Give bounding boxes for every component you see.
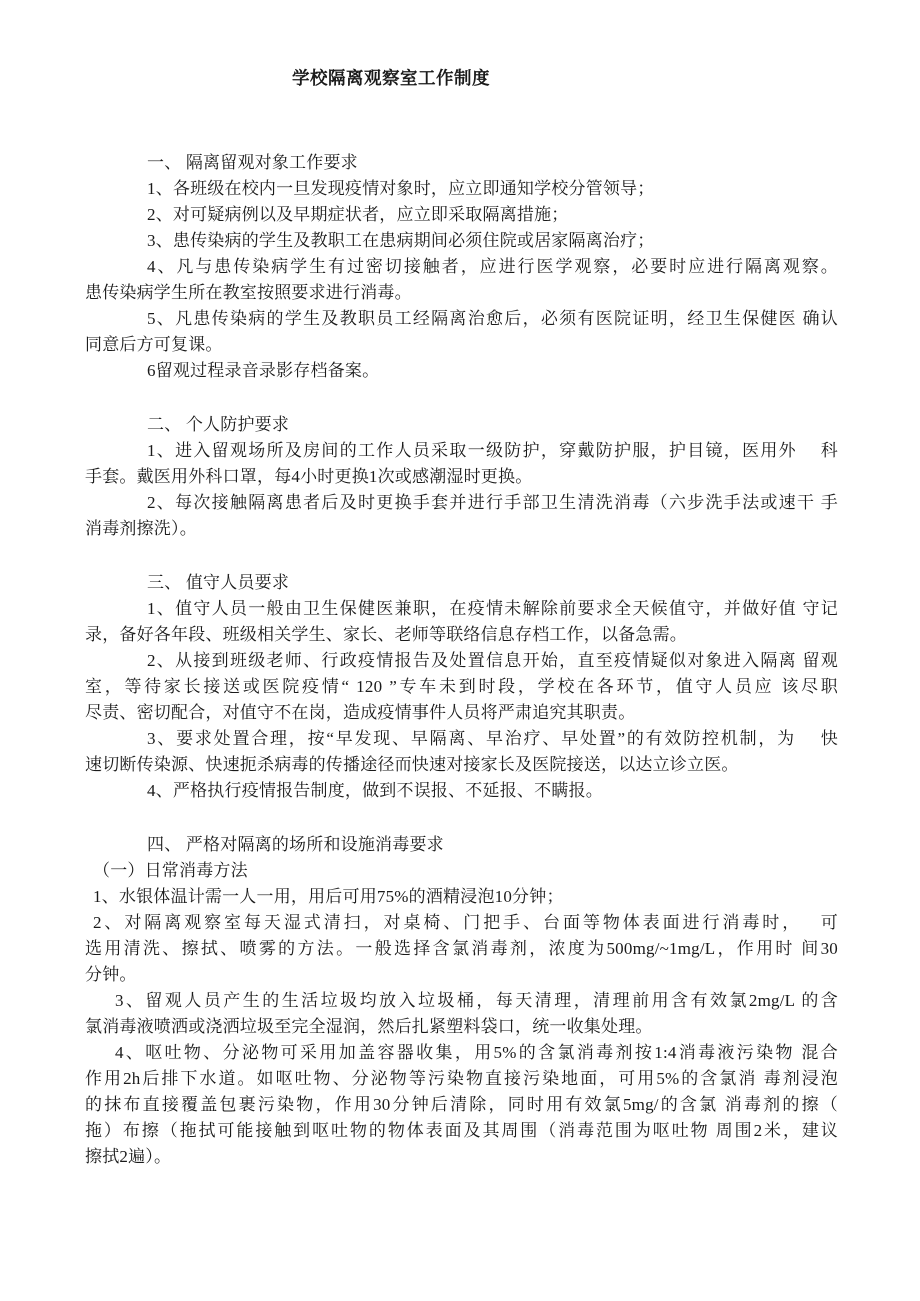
text-line: 室，等待家长接送或医院疫情“ 120 ”专车未到时段，学校在各环节，值守人员应 该尽职 xyxy=(85,677,838,696)
section-3-duty-personnel xyxy=(85,570,838,804)
text-line: 四、 严格对隔离的场所和设施消毒要求 xyxy=(147,835,444,854)
text-line: 患传染病学生所在教室按照要求进行消毒。 xyxy=(85,283,412,302)
text-line: 3、患传染病的学生及教职工在患病期间必须住院或居家隔离治疗； xyxy=(147,231,655,250)
section-1-isolation-observation-targets xyxy=(85,150,838,384)
text-line: 拖）布擦（拖拭可能接触到呕吐物的物体表面及其周围（消毒范围为呕吐物 周围2米，建议 xyxy=(85,1121,838,1140)
document-body xyxy=(85,150,838,1170)
text-line: 一、 隔离留观对象工作要求 xyxy=(147,153,358,172)
text-line: 三、 值守人员要求 xyxy=(147,573,290,592)
text-line: 作用2h后排下水道。如呕吐物、分泌物等污染物直接污染地面，可用5%的含氯消 毒剂浸泡 xyxy=(85,1069,838,1088)
text-line: 3、要求处置合理，按“早发现、早隔离、早治疗、早处置”的有效防控机制，为 快 xyxy=(147,729,838,748)
section-4-disinfection-requirements xyxy=(85,832,838,1170)
text-line: 速切断传染源、快速扼杀病毒的传播途径而快速对接家长及医院接送，以达立诊立医。 xyxy=(85,755,739,774)
text-line: 1、各班级在校内一旦发现疫情对象时，应立即通知学校分管领导； xyxy=(147,179,655,198)
text-line: 同意后方可复课。 xyxy=(85,335,223,354)
text-line: 氯消毒液喷洒或浇洒垃圾至完全湿润，然后扎紧塑料袋口，统一收集处理。 xyxy=(85,1017,653,1036)
text-line: 4、严格执行疫情报告制度，做到不误报、不延报、不瞒报。 xyxy=(147,781,603,800)
text-line: 二、 个人防护要求 xyxy=(147,415,290,434)
text-line: 4、呕吐物、分泌物可采用加盖容器收集，用5%的含氯消毒剂按1:4消毒液污染物 混合 xyxy=(115,1043,838,1062)
text-line: 的抹布直接覆盖包裹污染物，作用30分钟后清除，同时用有效氯5mg/的含氯 消毒剂的擦（ xyxy=(85,1095,838,1114)
text-line: 擦拭2遍）。 xyxy=(85,1147,172,1166)
text-line: 2、对隔离观察室每天湿式清扫，对桌椅、门把手、台面等物体表面进行消毒时， 可 xyxy=(93,913,838,932)
text-line: 4、凡与患传染病学生有过密切接触者，应进行医学观察，必要时应进行隔离观察。 xyxy=(147,257,838,276)
text-line: 2、对可疑病例以及早期症状者，应立即采取隔离措施； xyxy=(147,205,569,224)
section-2-personal-protection xyxy=(85,412,838,542)
text-line: 5、凡患传染病的学生及教职员工经隔离治愈后，必须有医院证明，经卫生保健医 确认 xyxy=(147,309,838,328)
text-line: 选用清洗、擦拭、喷雾的方法。一般选择含氯消毒剂，浓度为500mg/~1mg/L，作用时 间30 xyxy=(85,939,838,958)
text-line: 尽责、密切配合，对值守不在岗，造成疫情事件人员将严肃追究其职责。 xyxy=(85,703,636,722)
text-line: 手套。戴医用外科口罩，每4小时更换1次或感潮湿时更换。 xyxy=(85,467,533,486)
text-line: 2、从接到班级老师、行政疫情报告及处置信息开始，直至疫情疑似对象进入隔离 留观 xyxy=(147,651,838,670)
text-line: 1、进入留观场所及房间的工作人员采取一级防护，穿戴防护服，护目镜，医用外 科 xyxy=(147,441,838,460)
text-line: 6留观过程录音录影存档备案。 xyxy=(147,361,380,380)
text-line: 1、值守人员一般由卫生保健医兼职，在疫情未解除前要求全天候值守，并做好值 守记 xyxy=(147,599,838,618)
text-line: 分钟。 xyxy=(85,965,137,984)
text-line: 消毒剂擦洗）。 xyxy=(85,519,197,538)
text-line: 1、水银体温计需一人一用，用后可用75%的酒精浸泡10分钟； xyxy=(93,887,564,906)
text-line: （一）日常消毒方法 xyxy=(93,861,248,880)
text-line: 录，备好各年段、班级相关学生、家长、老师等联络信息存档工作，以备急需。 xyxy=(85,625,687,644)
text-line: 2、每次接触隔离患者后及时更换手套并进行手部卫生清洗消毒（六步洗手法或速干 手 xyxy=(147,493,838,512)
text-line: 3、留观人员产生的生活垃圾均放入垃圾桶，每天清理，清理前用含有效氯2mg/L 的含 xyxy=(115,991,838,1010)
document-title: 学校隔离观察室工作制度 xyxy=(292,68,490,88)
